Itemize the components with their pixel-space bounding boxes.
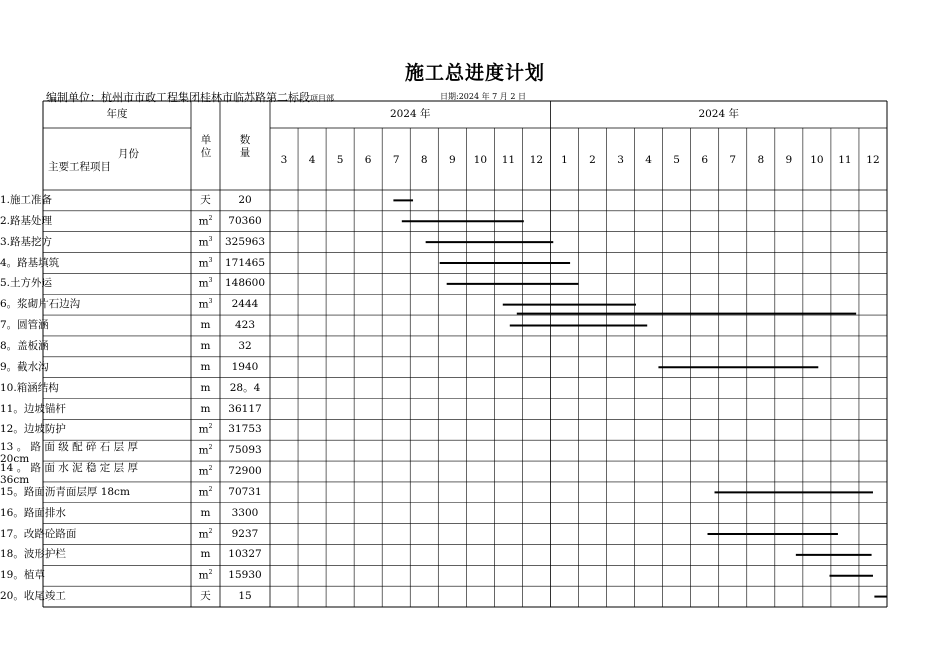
row-unit-exponent: 2 xyxy=(208,527,213,535)
year-header: 2024 年 xyxy=(389,108,431,120)
row-unit-exponent: 2 xyxy=(208,465,213,473)
row-unit-exponent: 3 xyxy=(208,298,213,306)
month-label: 月份 xyxy=(118,148,139,160)
row-unit xyxy=(191,549,220,560)
row-unit xyxy=(191,466,220,477)
row-unit xyxy=(191,591,220,602)
row-item-name: 10.箱涵结构 xyxy=(0,381,59,394)
compiling-unit-suffix: 项目部 xyxy=(310,94,334,103)
row-unit-exponent: 3 xyxy=(208,277,213,285)
row-unit-base: m xyxy=(200,360,211,373)
row-item-name: 17。改路砼路面 xyxy=(0,527,77,540)
month-header: 3 xyxy=(617,154,624,166)
year-header: 2024 年 xyxy=(698,108,739,120)
row-unit xyxy=(191,529,220,540)
row-item-name: 8。盖板涵 xyxy=(0,339,49,352)
page-title: 施工总进度计划 xyxy=(404,62,545,84)
row-quantity: 70731 xyxy=(228,485,262,498)
row-unit-base: m xyxy=(198,444,209,457)
row-quantity: 171465 xyxy=(224,256,266,269)
month-header: 11 xyxy=(838,154,852,166)
row-unit-base: m xyxy=(200,339,211,352)
month-header: 12 xyxy=(866,154,880,166)
row-quantity: 10327 xyxy=(228,548,262,561)
row-quantity: 9237 xyxy=(231,527,259,540)
year-column-label: 年度 xyxy=(106,108,128,120)
row-quantity: 70360 xyxy=(228,214,262,227)
month-header: 10 xyxy=(810,154,824,166)
row-unit-base: m xyxy=(198,298,209,311)
row-quantity: 15930 xyxy=(228,569,262,582)
row-unit-base: m xyxy=(200,319,211,332)
row-quantity: 32 xyxy=(238,339,252,352)
qty-column-label: 数量 xyxy=(239,134,251,159)
month-header: 12 xyxy=(529,154,544,166)
compiling-unit-text: 编制单位：杭州市市政工程集团桂林市临苏路第二标段 xyxy=(46,91,310,104)
row-quantity: 2444 xyxy=(231,298,259,311)
row-unit xyxy=(191,487,220,498)
row-unit xyxy=(191,383,220,394)
row-quantity: 15 xyxy=(238,590,252,603)
row-quantity: 423 xyxy=(234,319,256,332)
project-label: 主要工程项目 xyxy=(48,161,111,173)
row-unit xyxy=(191,237,220,248)
plan-date: 日期:2024 年 7 月 2 日 xyxy=(440,92,526,101)
month-header: 3 xyxy=(280,154,288,166)
row-item-name: 14。路面水泥稳定层厚 36cm xyxy=(0,462,138,487)
row-item-name: 18。波形护栏 xyxy=(0,548,66,561)
row-unit-exponent: 2 xyxy=(208,569,213,577)
month-header: 5 xyxy=(673,154,680,166)
month-header: 2 xyxy=(589,154,596,166)
row-item-name: 3.路基挖方 xyxy=(0,235,53,248)
row-item-name: 16。路面排水 xyxy=(0,506,66,519)
month-header: 11 xyxy=(501,154,516,166)
row-unit xyxy=(191,508,220,519)
row-unit xyxy=(191,216,220,227)
row-unit xyxy=(191,404,220,415)
month-header: 7 xyxy=(392,154,400,166)
row-unit-base: m xyxy=(198,528,209,541)
row-item-name: 9。截水沟 xyxy=(0,360,49,373)
row-unit-exponent: 3 xyxy=(208,235,213,243)
row-item-name: 5.土方外运 xyxy=(0,277,53,290)
row-unit-base: m xyxy=(198,236,209,249)
row-item-name: 20。收尾竣工 xyxy=(0,590,66,603)
month-header: 8 xyxy=(757,154,765,166)
row-unit-base: 天 xyxy=(200,194,211,206)
month-header: 1 xyxy=(561,154,568,166)
row-unit xyxy=(191,278,220,289)
row-item-name: 19。植草 xyxy=(0,569,45,582)
row-quantity: 31753 xyxy=(228,423,262,436)
row-unit-base: m xyxy=(198,215,209,228)
row-item-name: 2.路基处理 xyxy=(0,214,53,227)
month-header: 4 xyxy=(308,154,316,166)
month-header: 8 xyxy=(420,154,428,166)
row-item-name: 12。边坡防护 xyxy=(0,423,66,436)
row-unit xyxy=(191,570,220,581)
row-item-name: 1.施工准备 xyxy=(0,194,53,206)
row-unit xyxy=(191,424,220,435)
row-quantity: 28。4 xyxy=(229,381,261,394)
row-quantity: 72900 xyxy=(228,465,262,478)
row-quantity: 3300 xyxy=(231,506,259,519)
row-unit-base: 天 xyxy=(200,590,211,603)
month-header: 4 xyxy=(645,154,652,166)
row-unit-exponent: 3 xyxy=(208,256,213,264)
row-unit-base: m xyxy=(198,486,209,499)
row-unit-exponent: 2 xyxy=(208,423,213,431)
row-unit xyxy=(191,258,220,269)
row-item-name: 13。路面级配碎石层厚 20cm xyxy=(0,441,138,466)
row-item-name: 11。边坡锚杆 xyxy=(0,402,66,415)
row-item-name: 4。路基填筑 xyxy=(0,256,60,269)
row-unit xyxy=(191,341,220,352)
row-item-name: 6。浆砌片石边沟 xyxy=(0,298,81,311)
month-header: 6 xyxy=(701,154,709,166)
row-quantity: 148600 xyxy=(224,277,266,290)
row-unit-base: m xyxy=(198,465,209,478)
row-unit-base: m xyxy=(198,569,209,582)
row-unit-exponent: 2 xyxy=(208,444,213,452)
row-quantity: 20 xyxy=(238,194,252,206)
row-unit-base: m xyxy=(198,423,209,436)
row-quantity: 75093 xyxy=(228,444,262,457)
month-header: 9 xyxy=(448,154,456,166)
month-header: 9 xyxy=(785,154,793,166)
row-unit xyxy=(191,195,220,206)
row-quantity: 325963 xyxy=(224,235,266,248)
month-header: 10 xyxy=(473,154,488,166)
row-unit xyxy=(191,362,220,373)
row-unit-base: m xyxy=(198,257,209,270)
row-unit xyxy=(191,445,220,456)
month-header: 5 xyxy=(336,154,344,166)
row-unit-exponent: 2 xyxy=(208,485,213,493)
row-unit-exponent: 2 xyxy=(208,214,213,222)
row-unit-base: m xyxy=(200,381,211,394)
row-quantity: 36117 xyxy=(228,402,262,415)
row-unit-base: m xyxy=(200,402,211,415)
row-quantity: 1940 xyxy=(231,360,259,373)
row-unit xyxy=(191,299,220,310)
row-item-name: 15。路面沥青面层厚 18cm xyxy=(0,485,130,498)
unit-column-label: 单位 xyxy=(200,134,212,159)
row-unit-base: m xyxy=(198,277,209,290)
month-header: 6 xyxy=(364,154,372,166)
row-unit xyxy=(191,320,220,331)
row-item-name: 7。圆管涵 xyxy=(0,319,49,332)
month-header: 7 xyxy=(729,154,737,166)
row-unit-base: m xyxy=(200,506,211,519)
row-unit-base: m xyxy=(200,548,211,561)
